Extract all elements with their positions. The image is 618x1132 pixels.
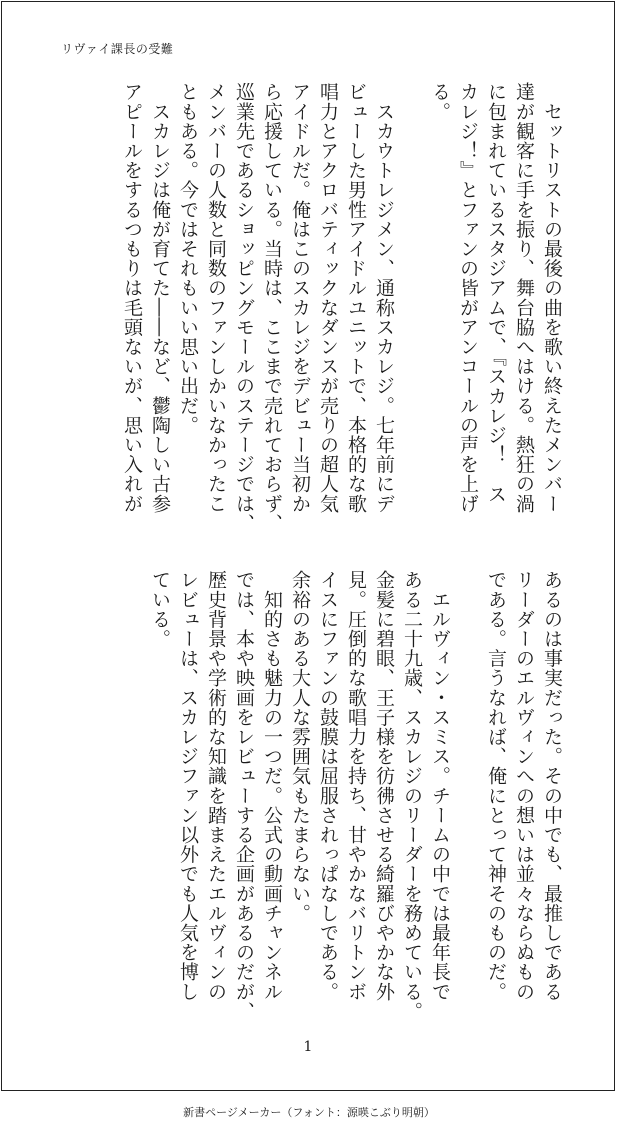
text-column: 金髪に碧眼、王子様を彷彿させる綺羅びやかな外	[373, 570, 395, 1002]
text-column: 唱力とアクロバティックなダンスが売りの超人気	[317, 82, 339, 514]
text-column: 達が観客に手を振り、舞台脇へはける。熱狂の渦	[513, 82, 535, 514]
text-column: メンバーの人数と同数のファンしかいなかったこ	[205, 82, 227, 514]
text-block-bottom	[146, 570, 566, 1021]
text-column: アイドルだ。俺はこのスカレジをデビュー当初か	[289, 82, 311, 514]
book-page	[1, 1, 615, 1091]
text-column	[398, 82, 426, 522]
text-column: スカウトレジメン、通称スカレジ。七年前にデ	[373, 82, 395, 514]
text-column: 歴史背景や学術的な知識を踏まえたエルヴィンの	[205, 570, 227, 1002]
text-column: スカレジは俺が育てた――など、鬱陶しい古参	[149, 82, 171, 514]
text-column: レビューは、スカレジファン以外でも人気を博し	[177, 570, 199, 1002]
text-column: イスにファンの鼓膜は屈服されっぱなしである。	[317, 570, 339, 1002]
text-column: 余裕のある大人な雰囲気もたまらない。	[289, 570, 311, 923]
page-number: 1	[303, 1039, 313, 1055]
text-column: る。	[429, 82, 451, 122]
text-column: では、本や映画をレビューする企画があるのだが、	[233, 570, 255, 1021]
text-column: リーダーのエルヴィンへの想いは並々ならぬもの	[513, 570, 535, 1002]
text-column: あるのは事実だった。その中でも、最推しである	[541, 570, 563, 1002]
text-column: 巡業先であるショッピングモールのステージでは、	[233, 82, 255, 533]
text-column: エルヴィン・スミス。チームの中では最年長で	[429, 570, 451, 1002]
text-column: ら応援している。当時は、ここまで売れておらず、	[261, 82, 283, 533]
text-column: 見。圧倒的な歌唱力を持ち、甘やかなバリトンボ	[345, 570, 367, 1002]
text-column: カレジ！』とファンの皆がアンコールの声を上げ	[457, 82, 479, 514]
text-column: 知的さも魅力の一つだ。公式の動画チャンネル	[261, 570, 283, 1002]
text-block-top	[118, 82, 566, 533]
text-column: である。言うなれば、俺にとって神そのものだ。	[485, 570, 507, 1002]
running-title: リヴァイ課長の受難	[61, 42, 174, 56]
footer-credit: 新書ページメーカー（フォント：源暎こぶり明朝）	[183, 1106, 435, 1119]
text-column: に包まれているスタジアムで、『スカレジ！ ス	[485, 82, 507, 504]
text-column: ともある。今ではそれもいい思い出だ。	[177, 82, 199, 435]
text-column: ている。	[149, 570, 171, 649]
text-column: ある二十九歳、スカレジのリーダーを務めている。	[401, 570, 423, 1021]
text-column: アピールをするつもりは毛頭ないが、思い入れが	[121, 82, 143, 514]
text-column	[454, 570, 482, 1010]
text-column: セットリストの最後の曲を歌い終えたメンバー	[541, 82, 563, 514]
text-column: ビューした男性アイドルユニットで、本格的な歌	[345, 82, 367, 514]
